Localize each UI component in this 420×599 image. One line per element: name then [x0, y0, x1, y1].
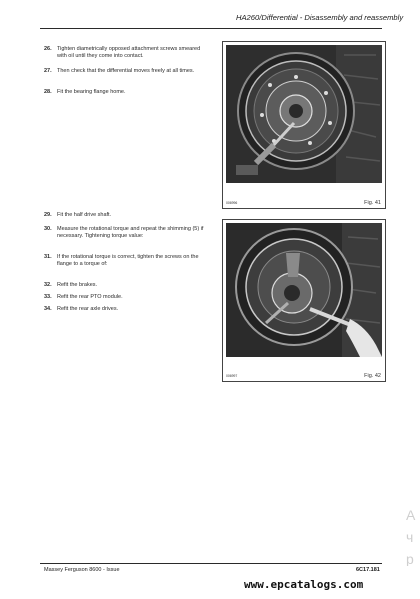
- step-item: [44, 68, 208, 75]
- step-text: Fit the half drive shaft.: [57, 212, 112, 218]
- figure-42-photo: [226, 223, 382, 357]
- figure-42-caption: Fig. 42: [364, 373, 381, 379]
- step-text: Fit the bearing flange home.: [57, 89, 126, 95]
- step-text: Refit the brakes.: [57, 282, 98, 288]
- page-header-title: HA260/Differential - Disassembly and reassembly: [236, 13, 404, 22]
- step-item: [44, 294, 208, 301]
- step-number: 32.: [44, 282, 52, 288]
- step-number: 26.: [44, 46, 52, 52]
- differential-housing-photo: [226, 45, 382, 183]
- step-number: 27.: [44, 68, 52, 74]
- step-text: Tighten diametrically opposed attachment screws smeared with oil until they come into contact.: [57, 46, 201, 59]
- step-item: [44, 46, 208, 60]
- footer-divider: [40, 563, 382, 564]
- step-item: [44, 89, 208, 96]
- edge-text-fragment: A: [406, 508, 416, 522]
- step-item: [44, 226, 208, 240]
- step-item: [44, 254, 208, 268]
- step-number: 33.: [44, 294, 52, 300]
- step-number: 30.: [44, 226, 52, 232]
- step-item: [44, 306, 208, 313]
- step-text: Measure the rotational torque and repeat the shimming (5) if necessary. Tightening torque value:: [57, 226, 204, 239]
- figure-41-code: 006996: [226, 201, 238, 205]
- figure-42: [222, 219, 386, 382]
- footer-document-title: Massey Ferguson 8600 - Issue: [44, 567, 120, 573]
- step-text: Refit the rear PTO module.: [57, 294, 123, 300]
- step-text: Refit the rear axle drives.: [57, 306, 119, 312]
- watermark-url: www.epcatalogs.com: [244, 578, 364, 591]
- edge-text-fragment: р: [406, 552, 414, 566]
- header-divider: [40, 28, 382, 29]
- step-number: 29.: [44, 212, 52, 218]
- figure-42-code: 006997: [226, 374, 238, 378]
- step-number: 34.: [44, 306, 52, 312]
- footer-page-number: 6C17.181: [356, 567, 380, 573]
- step-item: [44, 212, 208, 219]
- figure-41-photo: [226, 45, 382, 183]
- torque-measurement-photo: [226, 223, 382, 357]
- step-text: Then check that the differential moves freely at all times.: [57, 68, 195, 74]
- step-item: [44, 282, 208, 289]
- figure-41: [222, 41, 386, 209]
- step-number: 31.: [44, 254, 52, 260]
- step-text: If the rotational torque is correct, tighten the screws on the flange to a torque of:: [57, 254, 199, 267]
- figure-41-caption: Fig. 41: [364, 200, 381, 206]
- step-number: 28.: [44, 89, 52, 95]
- edge-text-fragment: ч: [406, 530, 414, 544]
